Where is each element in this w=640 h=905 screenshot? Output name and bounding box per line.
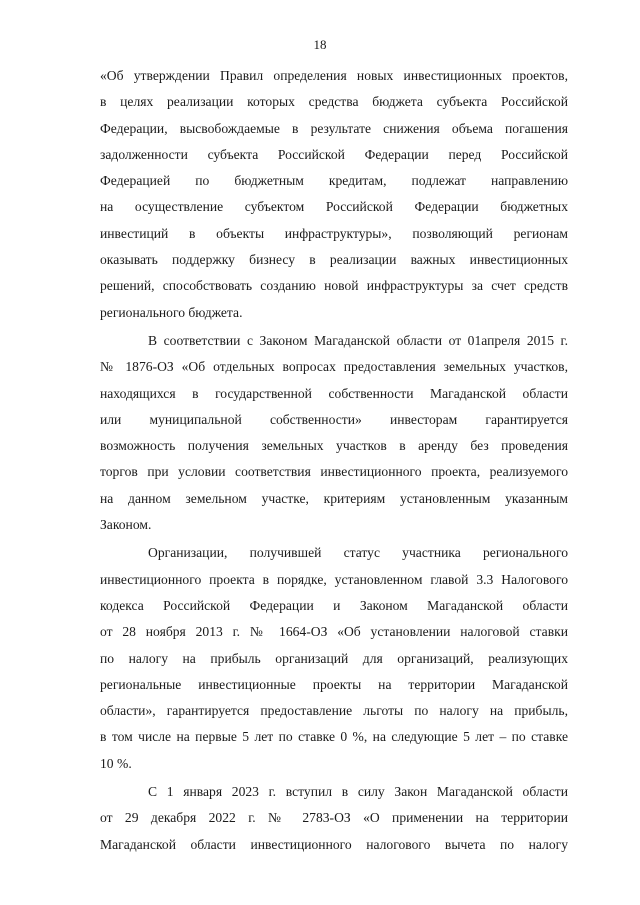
text-line: области», гарантируется предоставление льготы по налогу на прибыль, bbox=[100, 703, 568, 719]
page-number: 18 bbox=[313, 37, 327, 52]
text-line: от 29 декабря 2022 г. № 2783-ОЗ «О применении на территории bbox=[100, 810, 568, 826]
text-line: Магаданской области инвестиционного налогового вычета по налогу bbox=[100, 836, 568, 852]
paragraph bbox=[100, 63, 568, 326]
text-line: «Об утверждении Правил определения новых инвестиционных проектов, bbox=[100, 68, 568, 83]
text-line: на данном земельном участке, критериям установленным указанным bbox=[100, 490, 568, 506]
text-line: в целях реализации которых средства бюджета субъекта Российской bbox=[100, 94, 568, 110]
text-line: торгов при условии соответствия инвестиционного проекта, реализуемого bbox=[100, 464, 568, 480]
paragraph bbox=[100, 779, 568, 858]
text-line: задолженности субъекта Российской Федерации перед Российской bbox=[100, 146, 568, 162]
paragraph bbox=[100, 540, 568, 777]
text-line: или муниципальной собственности» инвесторам гарантируется bbox=[100, 411, 568, 427]
text-line: находящихся в государственной собственности Магаданской области bbox=[100, 385, 568, 401]
text-line: Федерации, высвобождаемые в результате снижения объема погашения bbox=[100, 120, 568, 136]
text-line: С 1 января 2023 г. вступил в силу Закон Магаданской области bbox=[148, 784, 568, 800]
text-line: В соответствии с Законом Магаданской области от 01апреля 2015 г. bbox=[148, 332, 568, 348]
text-line: Федерацией по бюджетным кредитам, подлежат направлению bbox=[100, 173, 568, 189]
text-line: от 28 ноября 2013 г. № 1664-ОЗ «Об установлении налоговой ставки bbox=[100, 624, 568, 640]
text-line: на осуществление субъектом Российской Федерации бюджетных bbox=[100, 199, 568, 215]
text-line: 10 %. bbox=[100, 755, 132, 771]
text-line: в том числе на первые 5 лет по ставке 0 %, на следующие 5 лет – по ставке bbox=[100, 729, 568, 745]
text-line: Законом. bbox=[100, 517, 152, 533]
text-line: оказывать поддержку бизнесу в реализации важных инвестиционных bbox=[100, 252, 568, 268]
text-line: инвестиционного проекта в порядке, установленном главой 3.3 Налогового bbox=[100, 571, 568, 587]
text-line: возможность получения земельных участков в аренду без проведения bbox=[100, 438, 568, 454]
text-line: № 1876-ОЗ «Об отдельных вопросах предоставления земельных участков, bbox=[100, 359, 568, 375]
paragraph bbox=[100, 328, 568, 538]
document-body bbox=[100, 63, 568, 858]
text-line: инвестиций в объекты инфраструктуры», позволяющий регионам bbox=[100, 225, 568, 241]
text-line: решений, способствовать созданию новой инфраструктуры за счет средств bbox=[100, 278, 568, 294]
text-line: регионального бюджета. bbox=[100, 304, 243, 320]
text-line: Организации, получившей статус участника регионального bbox=[148, 545, 568, 561]
text-line: региональные инвестиционные проекты на территории Магаданской bbox=[100, 676, 568, 692]
text-line: кодекса Российской Федерации и Законом Магаданской области bbox=[100, 597, 568, 613]
text-line: по налогу на прибыль организаций для организаций, реализующих bbox=[100, 650, 568, 666]
